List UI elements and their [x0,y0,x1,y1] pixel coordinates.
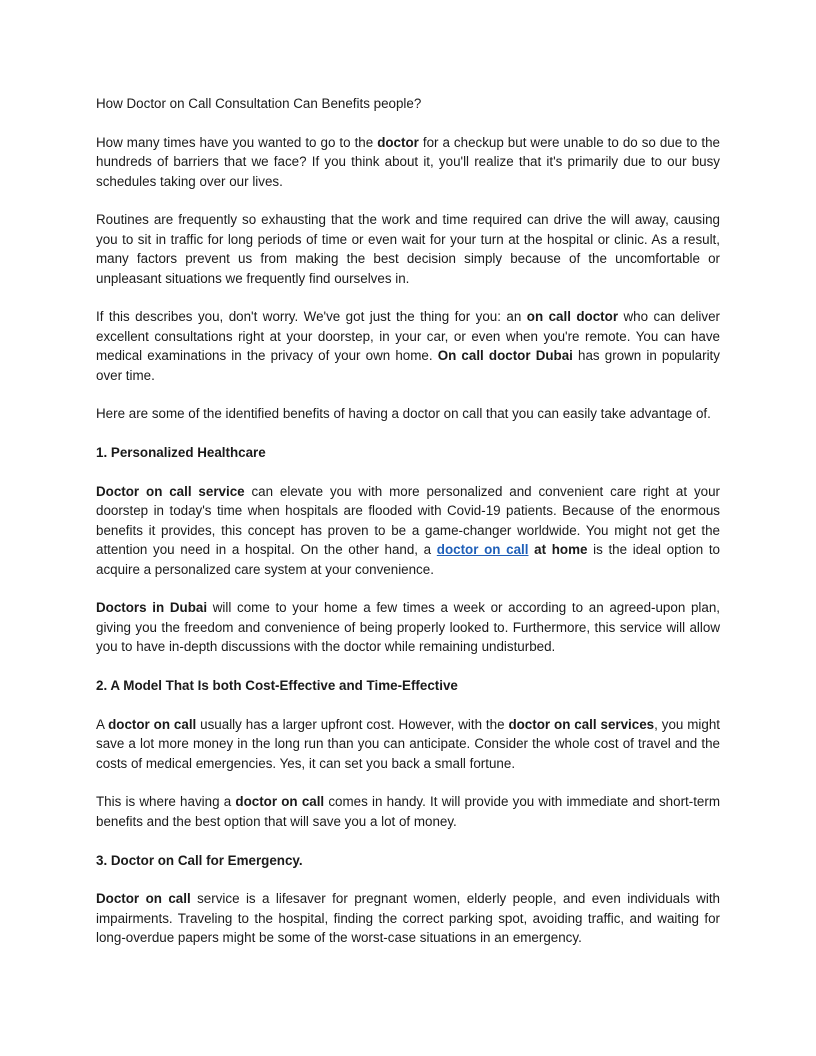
paragraph-routines [96,210,720,288]
text-run: comes in handy. It will provide you with immediate and short-term benefits and the best option that will save you a lot of money. [96,794,720,829]
bold-keyword: Doctors in Dubai [96,600,208,616]
text-run: service is a lifesaver for pregnant women, elderly people, and even individuals with impairments. Traveling to the hospital, finding the correct parking spot, avoiding traffic, and waiting for long-overdue papers might be some of the worst-case situations in an emergency. [96,891,720,946]
paragraph-emergency [96,889,720,947]
bold-keyword: On call doctor Dubai [437,348,573,364]
text-run: If this describes you, don't worry. We've got just the thing for you: an [96,309,527,325]
text-run: is the ideal option to acquire a personalized care system at your convenience. [96,542,720,577]
document-page [96,94,720,967]
section-heading-cost-effective [96,676,720,695]
document-title [96,94,720,113]
document-title-text: How Doctor on Call Consultation Can Benefits people? [96,96,422,111]
section-heading-emergency [96,851,720,870]
heading-text: 1. Personalized Healthcare [96,445,266,461]
section-heading-personalized [96,443,720,462]
heading-text: 3. Doctor on Call for Emergency. [96,852,303,868]
paragraph-benefits-intro [96,404,720,423]
bold-keyword: on call doctor [526,309,619,325]
paragraph-cost [96,715,720,773]
paragraph-describes [96,307,720,385]
text-run: can elevate you with more personalized and convenient care right at your doorstep in today's time when hospitals are flooded with Covid-19 patients. Because of the enormous benefits it provides, this concept has proven to be a game-changer worldwide. You might not get the attention you need in a hospital. On the other hand, a [96,484,721,558]
text-run: will come to your home a few times a week or according to an agreed-upon plan, giving you the freedom and convenience of being properly looked to. Furthermore, this service will allow you to have in-depth discussions with the doctor while remaining undisturbed. [96,600,720,655]
text-run: who can deliver excellent consultations right at your doorstep, in your car, or even when you're remote. You can have medical examinations in the privacy of your own home. [96,309,721,364]
text-run: Here are some of the identified benefits of having a doctor on call that you can easily take advantage of. [96,406,711,422]
paragraph-handy [96,792,720,831]
text-run: has grown in popularity over time. [96,348,720,383]
bold-keyword: doctor on call services [508,716,655,732]
doctor-on-call-link[interactable]: doctor on call [436,542,529,558]
text-run: Routines are frequently so exhausting that the work and time required can drive the will away, causing you to sit in traffic for long periods of time or even wait for your turn at the hospital or clinic. As a result, many factors prevent us from making the best decision simply because of the uncomfortable or unpleasant situations we frequently find ourselves in. [96,212,720,286]
bold-keyword: at home [528,542,588,558]
bold-keyword: doctor [377,134,419,150]
paragraph-service [96,482,720,579]
bold-keyword: Doctor on call [96,891,191,907]
paragraph-intro [96,133,720,191]
bold-keyword: doctor on call [108,716,197,732]
text-run: for a checkup but were unable to do so due to the hundreds of barriers that we face? If you think about it, you'll realize that it's primarily due to our busy schedules taking over our lives. [96,134,720,189]
text-run: A [96,716,109,732]
text-run: How many times have you wanted to go to the [96,134,378,150]
text-run: usually has a larger upfront cost. However, with the [196,716,509,732]
bold-keyword: doctor on call [235,794,325,810]
heading-text: 2. A Model That Is both Cost-Effective and Time-Effective [96,678,458,694]
text-run: , you might save a lot more money in the long run than you can anticipate. Consider the whole cost of travel and the costs of medical emergencies. Yes, it can set you back a small fortune. [96,716,720,771]
text-run: This is where having a [96,794,236,810]
paragraph-doctors-dubai [96,598,720,656]
bold-keyword: Doctor on call service [96,484,245,500]
